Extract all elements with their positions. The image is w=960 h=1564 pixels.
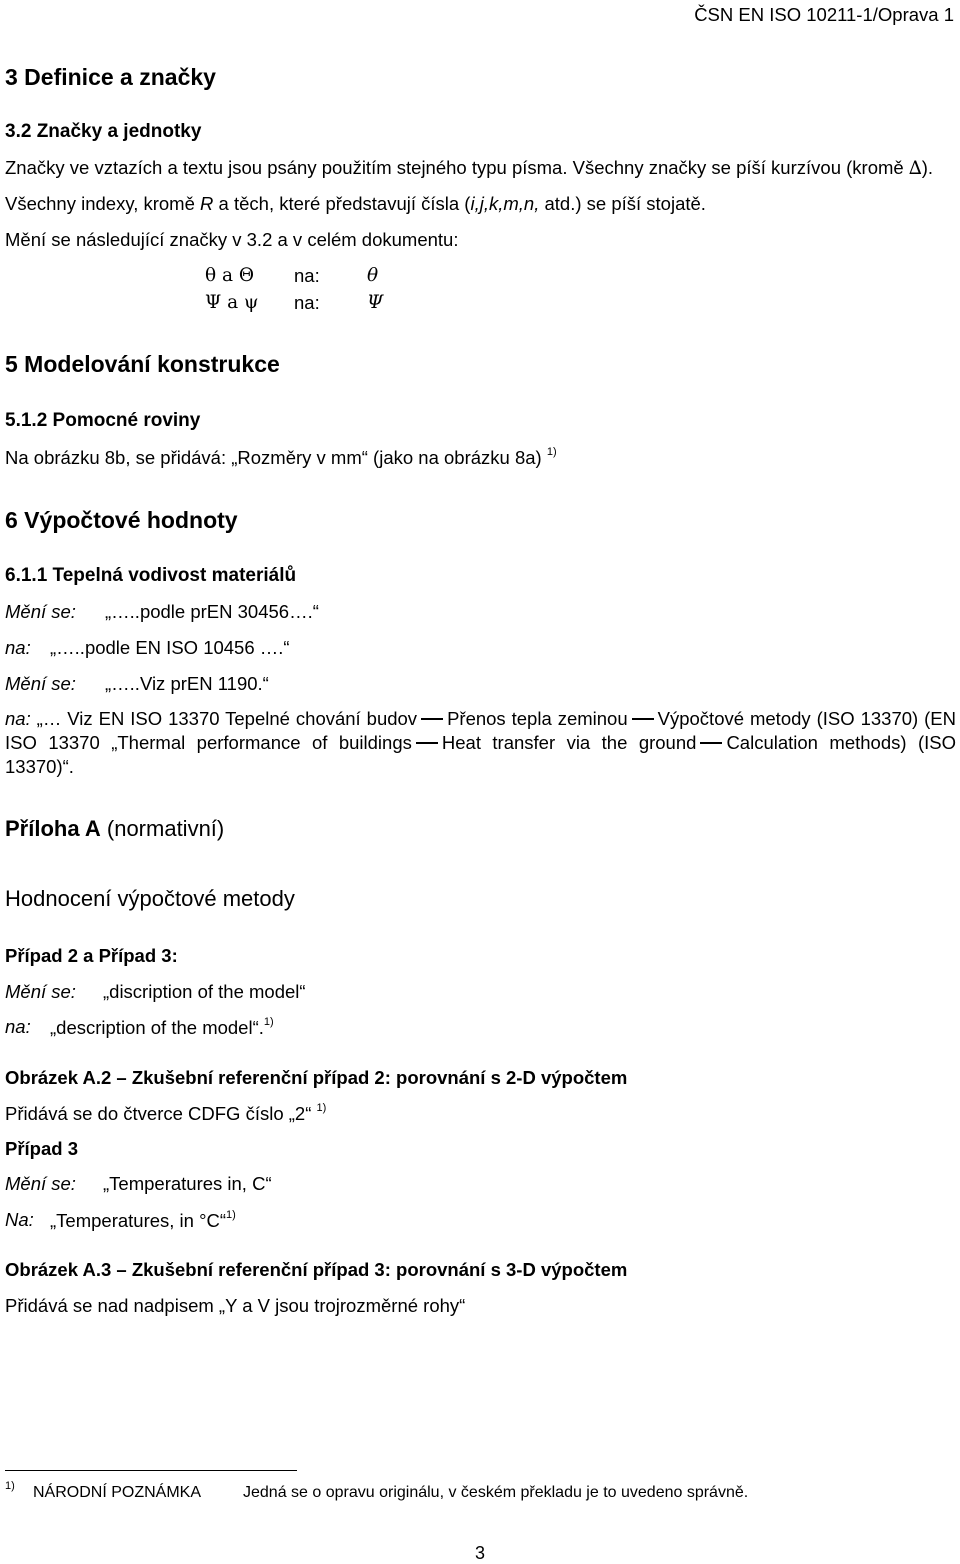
case-2-3-title: Případ 2 a Případ 3: [5,945,178,966]
footnote-ref: 1) [316,1102,327,1114]
case-3-title: Případ 3 [5,1138,78,1159]
change-text: „Temperatures in, C“ [103,1173,272,1194]
change-label: Mění se: [5,601,76,622]
annex-a-heading: Hodnocení výpočtové metody [5,886,295,911]
dash [700,742,722,744]
change-text: „description of the model“.$^{1)}$ [50,1016,274,1038]
symbol-row-to: θ [367,265,379,286]
section-6-title: 6 Výpočtové hodnoty [5,507,238,533]
change-label: na: [5,1016,31,1037]
paragraph-figure-8b: Na obrázku 8b, se přidává: „Rozměry v mm“ (jako na obrázku 8a) $^{1)}$ [5,446,557,468]
section-5-title: 5 Modelování konstrukce [5,351,280,377]
footnote-text: Jedná se o opravu originálu, v českém překladu je to uvedeno správně. [243,1484,749,1501]
change-text: „…..Viz prEN 1190.“ [105,673,269,694]
symbol-row-from: Ψ a ψ [205,292,259,313]
section-6-1-1-title: 6.1.1 Tepelná vodivost materiálů [5,565,297,586]
paragraph-changes-intro: Mění se následující značky v 3.2 a v celém dokumentu: [5,229,459,250]
paragraph-symbols-font: Značky ve vztazích a textu jsou psány použitím stejného typu písma. Všechny značky se píší kurzívou (kromě ∆). [5,157,934,179]
dash [632,718,654,720]
page-number: 3 [475,1543,486,1563]
figure-a3-note: Přidává se nad nadpisem „Y a V jsou trojrozměrné rohy“ [5,1295,466,1316]
symbol-row-to: Ψ [367,292,384,313]
footnote-label: NÁRODNÍ POZNÁMKA [33,1484,202,1501]
symbol-row-from: θ a Θ [205,265,255,286]
change-text: „…..podle prEN 30456….“ [105,601,319,622]
footnote-ref: 1) [263,1016,274,1028]
dash [416,742,438,744]
symbol-row-na: na: [294,265,320,286]
change-text: „discription of the model“ [103,981,306,1002]
change-text: „Temperatures, in °C“$^{1)}$ [50,1209,236,1231]
section-3-2-title: 3.2 Značky a jednotky [5,121,202,142]
footnote-ref: 1) [546,446,557,458]
figure-a2-caption: Obrázek A.2 – Zkušební referenční případ 2: porovnání s 2-D výpočtem [5,1067,628,1088]
figure-a3-caption: Obrázek A.3 – Zkušební referenční případ 3: porovnání s 3-D výpočtem [5,1259,628,1280]
symbol-row-na: na: [294,292,320,313]
paragraph-en-iso-13370: na: „… Viz EN ISO 13370 Tepelné chování budov Přenos tepla zeminou Výpočtové metody (ISO 13370) (EN ISO 13370 „Thermal performance of buildings Heat transfer via the ground Calculation methods) (ISO 13370)“. [5,708,957,777]
annex-a-title: Příloha A (normativní) [5,816,225,841]
change-label: Mění se: [5,673,76,694]
change-label: na: [5,637,31,658]
figure-a2-note: Přidává se do čtverce CDFG číslo „2“ $^{1)}$ [5,1102,327,1124]
change-label: Na: [5,1209,34,1230]
footnote-mark: 1) [5,1480,15,1492]
section-3-title: 3 Definice a značky [5,64,216,90]
footnote-rule [5,1470,297,1471]
change-text: „…..podle EN ISO 10456 ….“ [50,637,290,658]
dash [421,718,443,720]
change-label: Mění se: [5,981,76,1002]
section-5-1-2-title: 5.1.2 Pomocné roviny [5,410,201,431]
paragraph-indexes: Všechny indexy, kromě R a těch, které představují čísla (i,j,k,m,n, atd.) se píší stojatě. [5,193,706,214]
delta-symbol: ∆ [908,158,922,179]
footnote-ref: 1) [226,1209,236,1221]
change-label: Mění se: [5,1173,76,1194]
document-id: ČSN EN ISO 10211-1/Oprava 1 [694,4,954,25]
